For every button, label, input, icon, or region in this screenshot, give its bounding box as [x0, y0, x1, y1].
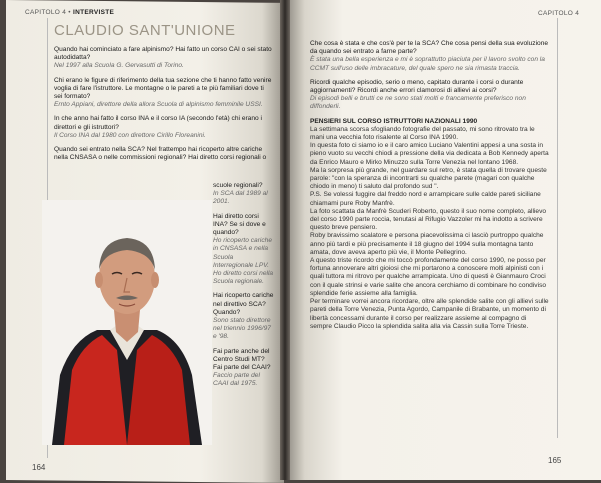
- question: Fai parte anche del Centro Studi MT? Fai parte del CAAI?: [213, 347, 271, 372]
- question: Che cosa è stata e che cos'è per te la SCA? Che cosa pensi della sua evoluzione da quando sei entrato a farne parte?: [310, 40, 549, 56]
- paragraph: La foto scattata da Manfrè Scuderi Roberto, questo il suo nome completo, allievo del corso 1990 parte roccia, tenutasi al Rifugio Vazzoler mi ha indotto a scrivere questo breve pensiero.: [310, 207, 547, 232]
- section-label: INTERVISTE: [72, 9, 115, 16]
- right-qa-list: [310, 40, 550, 331]
- question: Quando sei entrato nella SCA? Nel frattempo hai ricoperto altre cariche nella CNSASA o nelle commissioni regionali? Hai diretto corsi regionali o: [54, 146, 267, 162]
- section-title: PENSIERI SUL CORSO ISTRUTTORI NAZIONALI 1990: [310, 117, 478, 125]
- running-header-right: CAPITOLO 4: [538, 10, 580, 17]
- qa-item: [54, 46, 274, 71]
- answer: Ho ricoperto cariche in CNSASA e nella Scuola Interregionale LPV. Ho diretto corsi nella Scuola regionale.: [213, 237, 274, 286]
- portrait-photo: [42, 200, 212, 445]
- left-side-column: [213, 182, 275, 389]
- margin-rule-right: [557, 18, 558, 438]
- answer: Il Corso INA dal 1980 con direttore Cirillo Floreanini.: [54, 131, 206, 139]
- paragraph: P.S. Se volessi fuggire dal freddo nord e arrampicare sulle calde pareti siciliane chiamami pure Roby Manfrè.: [310, 191, 541, 207]
- page-number-left: 164: [32, 463, 46, 472]
- question: In che anno hai fatto il corso INA e il corso IA (secondo l'età) chi erano i direttori e gli istruttori?: [54, 115, 262, 131]
- answer: Di episodi belli e brutti ce ne sono stati molti e francamente preferisco non diffonderli.: [310, 95, 526, 111]
- question: Hai diretto corsi INA? Se si dove e quando?: [213, 212, 266, 237]
- paragraph: Ma la sorpresa più grande, nel guardare sul retro, è stata quella di trovare queste parole: "con la speranza di incontrarti su qualche parete (magari con qualche chiodo in meno) ti saluto dal profondo sud ".: [310, 166, 547, 191]
- answer: Faccio parte del CAAI dal 1975.: [213, 372, 260, 388]
- running-header-left: [25, 9, 114, 16]
- paragraph: La settimana scorsa sfogliando fotografie del passato, mi sono ritrovato tra le mani una vecchia foto risalente al Corso INA 1990.: [310, 125, 535, 142]
- paragraph: In questa foto ci siamo io e il caro amico Luciano Valentini appesi a una sosta in pieno vuoto su vecchi chiodi a pressione della via dedicata a Bob Kennedy aperta da Enrico Mauro e Mirko Minuzzo sulla Torre Venezia nel lontano 1968.: [310, 142, 549, 166]
- book-gutter: [280, 0, 290, 480]
- left-qa-list: [54, 46, 274, 168]
- qa-item: [54, 146, 274, 162]
- question: Ricordi qualche episodio, serio o meno, capitato durante i corsi o durante aggiornamenti? Ricordi anche errori clamorosi di allievi ai corsi?: [310, 78, 524, 95]
- question-tail: scuole regionali?: [213, 182, 263, 189]
- qa-item: [310, 40, 550, 73]
- question: Chi erano le figure di riferimento della tua sezione che ti hanno fatto venire voglia di fare l'istruttore. Le montagne o le pareti a te più familiari dove ti sei formato?: [54, 76, 272, 101]
- answer: Sono stato direttore nel triennio 1996/97 e '98.: [213, 317, 271, 341]
- answer: Nel 1997 alla Scuola G. Gervasutti di Torino.: [54, 62, 184, 70]
- qa-item: [310, 79, 550, 112]
- portrait-illustration: [42, 200, 212, 445]
- paragraph: Roby bravissimo scalatore e persona piacevolissima ci lasciò purtroppo qualche anno più tardi e più precisamente il 18 giugno del 1994 sulla montagna tanto amata, dove aveva aperto più vie, il Monte Pellegrino.: [310, 232, 544, 256]
- qa-item: [54, 77, 274, 110]
- answer: È stata una bella esperienza e mi è soprattutto piaciuta per il lavoro svolto con la CCMT sull'uso delle imbracature, del quale spero ne sia rimasta traccia.: [310, 56, 545, 72]
- question: Hai ricoperto cariche nel direttivo SCA? Quando?: [213, 292, 274, 316]
- paragraph: Per terminare vorrei ancora ricordare, oltre alle splendide salite con gli allievi sulle pareti della Torre Venezia, Punta Agordo, Campanile di Brabante, un momento di libertà concessami durante il corso per realizzare assieme al compagno di sempre Claudio Picco la splendida salita alla via Cassin sulla Torre Trieste.: [310, 298, 549, 330]
- paragraph: A questo triste ricordo che mi toccò profondamente del corso 1990, ne posso per fortuna annoverare altri gioiosi che mi portarono a conoscere molti alpinisti con i quali tuttora mi ritrovo per qualche arrampicata. Uno di questi è Gianmauro Croci con il quale strinsi e varie salite che ancora cerchiamo di combinare ho condiviso splendide ferie assieme alla famiglia.: [310, 257, 547, 297]
- answer: In SCA dal 1989 al 2001.: [213, 190, 268, 206]
- chapter-label: CAPITOLO 4 •: [25, 9, 71, 16]
- answer: Ernto Appiani, direttore della allora Scuola di alpinismo femminile USSI.: [54, 101, 263, 109]
- article-body: [310, 126, 550, 331]
- page-number-right: 165: [548, 456, 562, 465]
- qa-item: [54, 115, 274, 140]
- question: Quando hai cominciato a fare alpinismo? Hai fatto un corso CAI o sei stato autodidatta?: [54, 46, 272, 62]
- page-title: CLAUDIO SANT'UNIONE: [54, 22, 236, 39]
